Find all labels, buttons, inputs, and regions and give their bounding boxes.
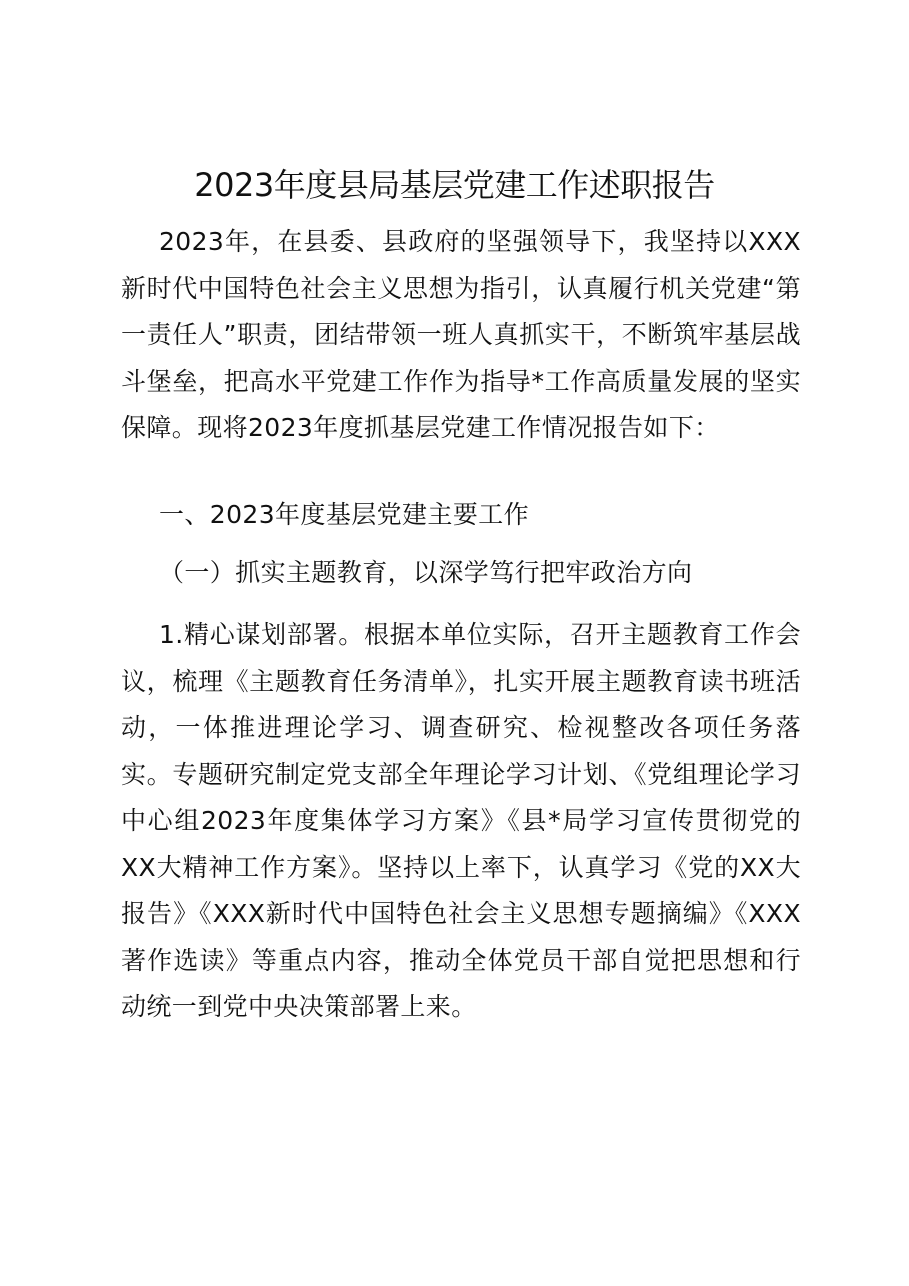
- document-title: 2023年度县局基层党建工作述职报告: [194, 166, 715, 204]
- item-paragraph: 1.精心谋划部署。根据本单位实际，召开主题教育工作会议，梳理《主题教育任务清单》，扎实开展主题教育读书班活动，一体推进理论学习、调查研究、检视整改各项任务落实。专题研究制定党支部全年理论学习计划、《党组理论学习中心组2023年度集体学习方案》《县*局学习宣传贯彻党的XX大精神工作方案》。坚持以上率下，认真学习《党的XX大报告》《XXX新时代中国特色社会主义思想专题摘编》《XXX著作选读》等重点内容，推动全体党员干部自觉把思想和行动统一到党中央决策部署上来。: [121, 620, 801, 1021]
- subsection-heading: （一）抓实主题教育，以深学笃行把牢政治方向: [159, 558, 693, 587]
- intro-paragraph: 2023年，在县委、县政府的坚强领导下，我坚持以XXX新时代中国特色社会主义思想为指引，认真履行机关党建“第一责任人”职责，团结带领一班人真抓实干，不断筑牢基层战斗堡垒，把高水平党建工作作为指导*工作高质量发展的坚实保障。现将2023年度抓基层党建工作情况报告如下：: [121, 227, 801, 442]
- section-heading: 一、2023年度基层党建主要工作: [159, 500, 530, 529]
